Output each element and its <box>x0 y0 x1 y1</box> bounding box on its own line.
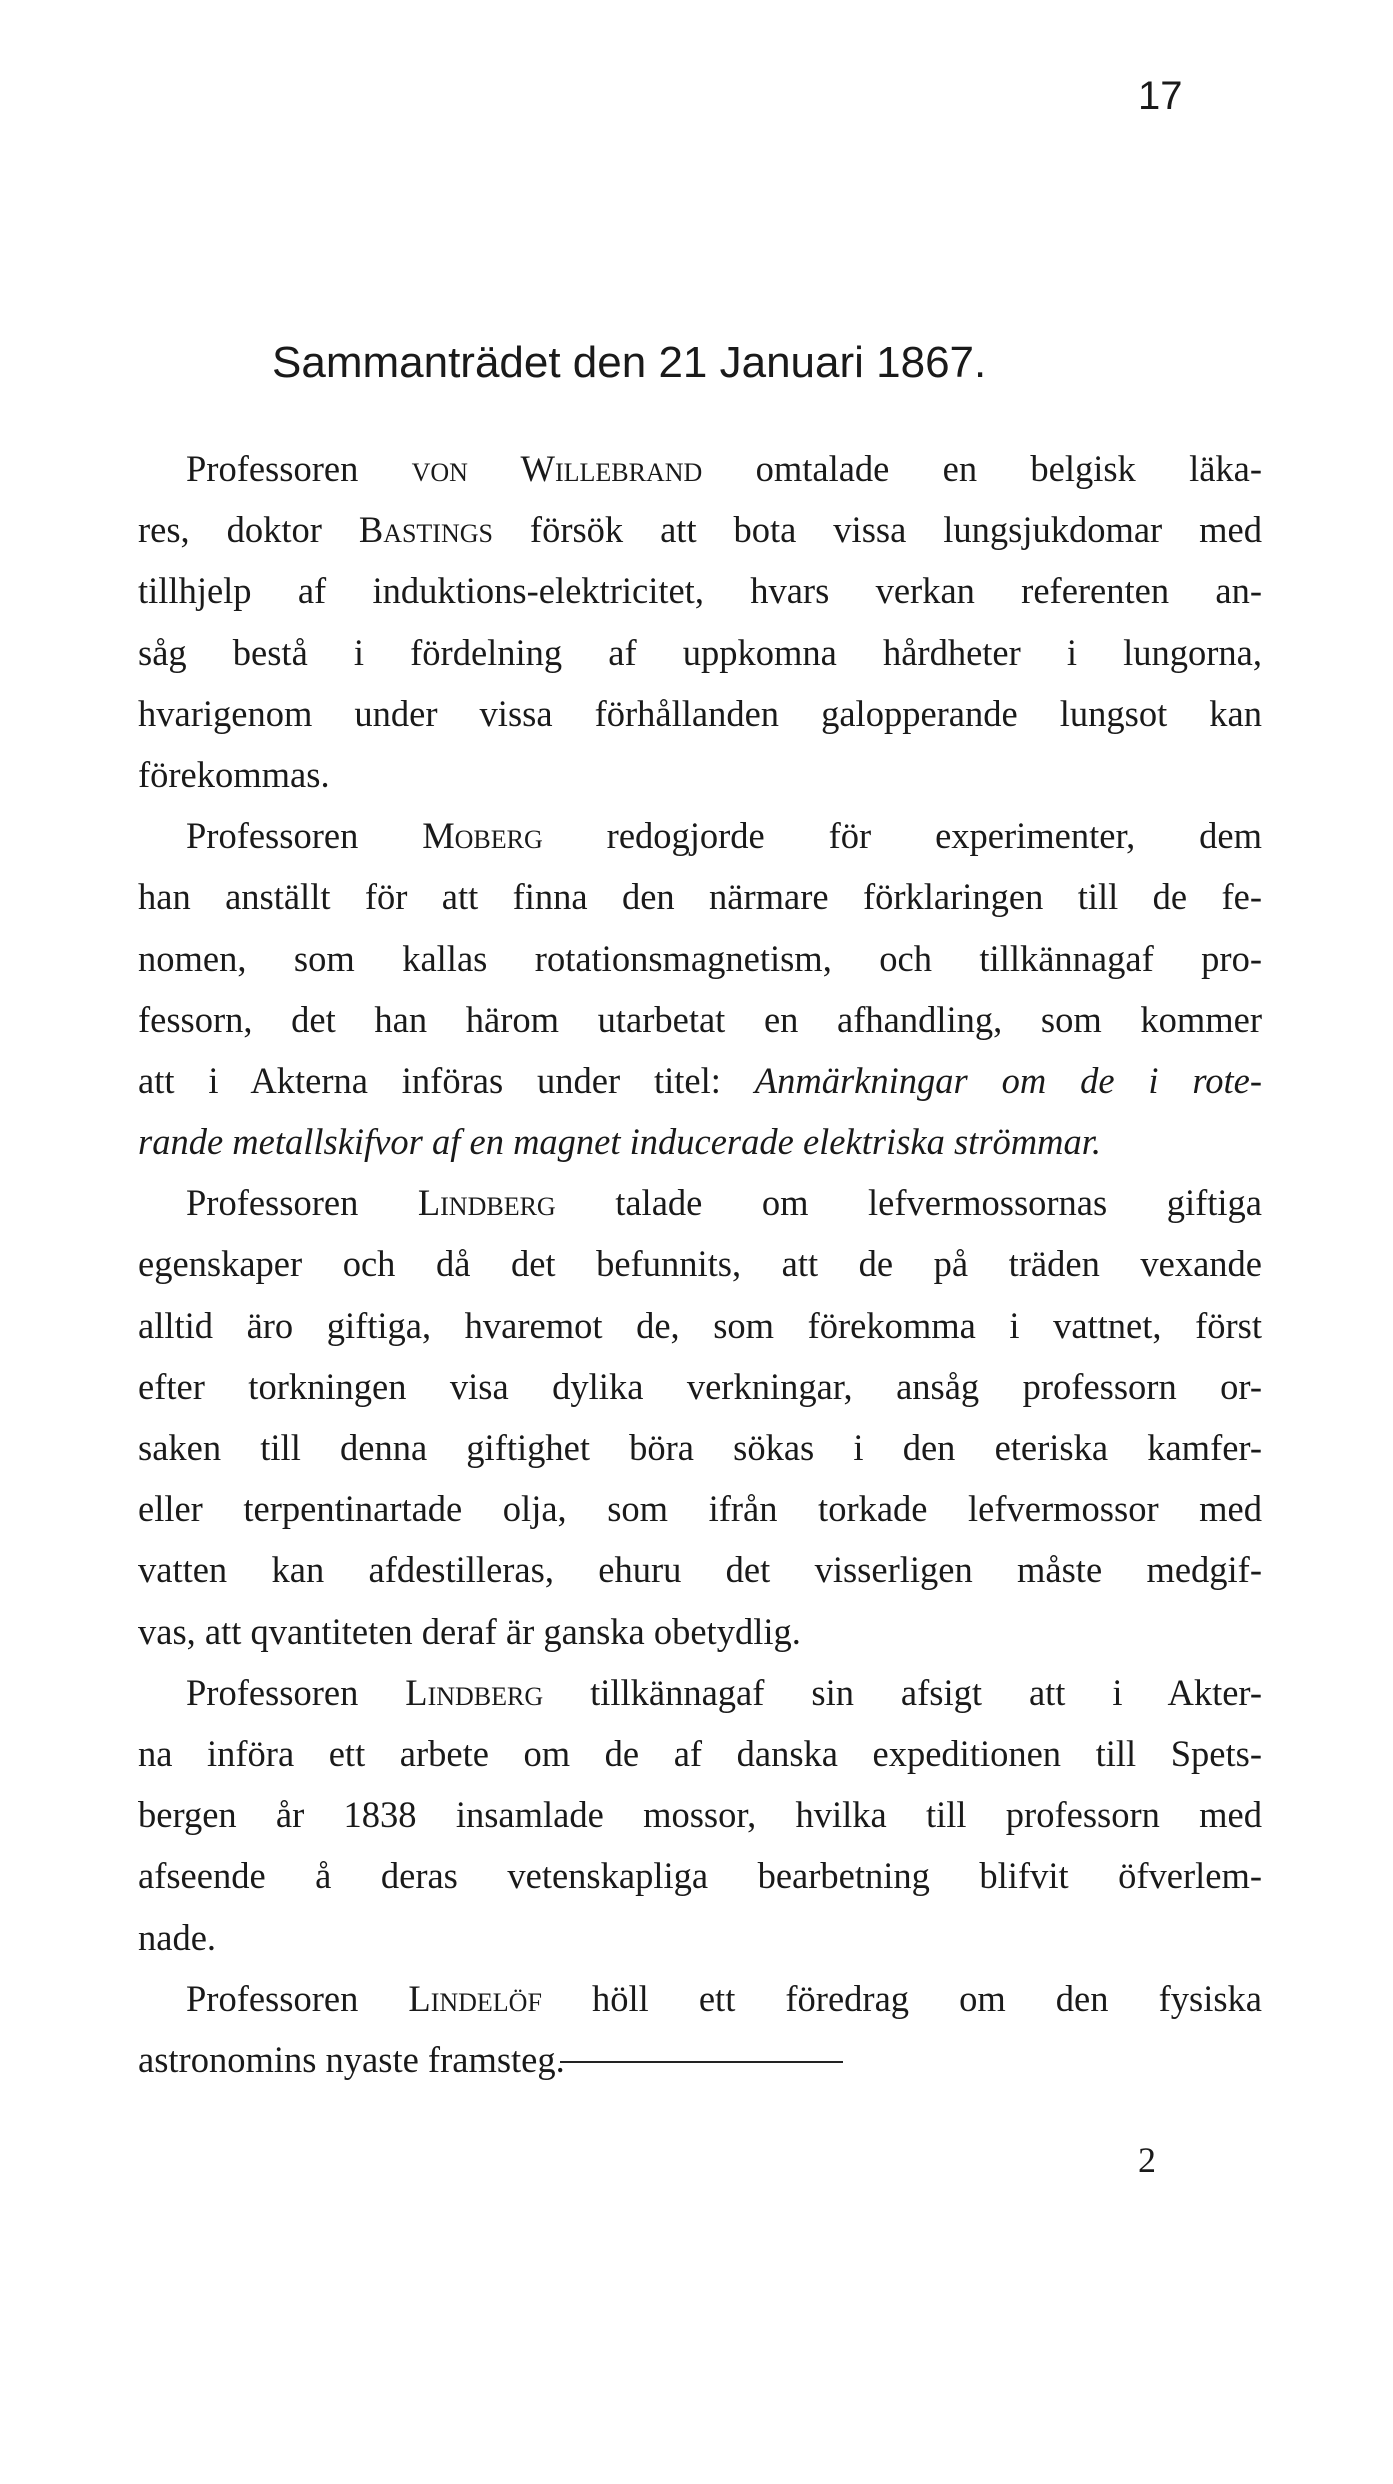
text-run: astronomins nyaste framsteg. <box>138 2038 565 2080</box>
text-line <box>138 1233 1262 1294</box>
text-line <box>138 1907 1262 1968</box>
text-line <box>138 1295 1262 1356</box>
text-run: res, doktor <box>138 509 359 551</box>
text-run: Professoren <box>186 815 423 857</box>
text-line <box>138 1417 1262 1478</box>
text-line <box>138 1172 1262 1233</box>
text-line <box>138 805 1262 866</box>
text-line <box>138 866 1262 927</box>
text-run: vatten kan afdestilleras, ehuru det visserligen måste medgif- <box>138 1549 1262 1591</box>
text-line <box>138 1968 1262 2029</box>
text-line <box>138 683 1262 744</box>
text-run: alltid äro giftiga, hvaremot de, som förekomma i vattnet, först <box>138 1304 1262 1346</box>
text-run: såg bestå i fördelning af uppkomna hårdheter i lungorna, <box>138 631 1262 673</box>
text-line <box>138 1784 1262 1845</box>
text-run: Professoren <box>186 1671 406 1713</box>
person-name: Lindelöf <box>408 1977 542 2019</box>
text-line <box>138 1050 1262 1111</box>
text-line <box>138 499 1262 560</box>
text-line <box>138 744 1262 805</box>
text-run: efter torkningen visa dylika verkningar, ansåg professorn or- <box>138 1365 1262 1407</box>
text-run: saken till denna giftighet böra sökas i den eteriska kamfer- <box>138 1427 1262 1468</box>
text-line <box>138 1662 1262 1723</box>
signature-mark: 2 <box>1138 2140 1156 2180</box>
italic-title: Anmärkningar om de i rote- <box>754 1059 1263 1101</box>
text-run: bergen år 1838 insamlade mossor, hvilka till professorn med <box>138 1794 1262 1836</box>
text-run: afseende å deras vetenskapliga bearbetning blifvit öfverlem- <box>138 1855 1262 1897</box>
text-line <box>138 1539 1262 1600</box>
text-run: hvarigenom under vissa förhållanden galopperande lungsot kan <box>138 692 1262 734</box>
text-run: eller terpentinartade olja, som ifrån torkade lefvermossor med <box>138 1488 1262 1530</box>
page-number: 17 <box>1138 74 1183 118</box>
page-title: Sammanträdet den 21 Januari 1867. <box>272 338 987 387</box>
text-run: vas, att qvantiteten deraf är ganska obetydlig. <box>138 1610 801 1652</box>
text-run: höll ett föredrag om den fysiska <box>541 1977 1262 2019</box>
divider-rule <box>560 2061 843 2063</box>
text-run: nomen, som kallas rotationsmagnetism, och tillkännagaf pro- <box>138 937 1262 979</box>
text-line <box>138 1723 1262 1784</box>
person-name: Lindberg <box>405 1671 544 1713</box>
text-run: na införa ett arbete om de af danska expeditionen till Spets- <box>138 1732 1262 1774</box>
text-line <box>138 438 1262 499</box>
text-run: fessorn, det han härom utarbetat en afhandling, som kommer <box>138 998 1262 1040</box>
italic-title: rande metallskifvor af en magnet inducerade elektriska strömmar. <box>138 1121 1102 1163</box>
text-line <box>138 1478 1262 1539</box>
person-name: Lindberg <box>417 1182 556 1224</box>
text-run: egenskaper och då det befunnits, att de på träden vexande <box>138 1243 1262 1285</box>
text-line <box>138 622 1262 683</box>
text-line <box>138 1356 1262 1417</box>
text-run: förekommas. <box>138 753 330 795</box>
text-run: Professoren <box>186 1182 418 1224</box>
person-name: Bastings <box>358 509 493 551</box>
text-line <box>138 989 1262 1050</box>
text-run: talade om lefvermossornas giftiga <box>555 1182 1263 1224</box>
text-run: redogjorde för experimenter, dem <box>542 815 1262 857</box>
text-run: nade. <box>138 1916 217 1958</box>
text-line <box>138 1601 1262 1662</box>
text-line <box>138 1845 1262 1906</box>
text-run: Professoren <box>186 1977 409 2019</box>
text-run: omtalade en belgisk läka- <box>702 448 1263 489</box>
text-run: han anställt för att finna den närmare förklaringen till de fe- <box>138 876 1262 918</box>
person-name: Moberg <box>422 815 543 857</box>
text-run: Professoren <box>186 448 412 489</box>
text-line <box>138 1111 1262 1172</box>
text-run: att i Akterna införas under titel: <box>138 1059 755 1101</box>
text-line <box>138 560 1262 621</box>
text-run: tillhjelp af induktions-elektricitet, hvars verkan referenten an- <box>138 570 1262 612</box>
text-line <box>138 2029 1262 2090</box>
text-run: försök att bota vissa lungsjukdomar med <box>492 509 1262 551</box>
text-line <box>138 928 1262 989</box>
body-text <box>138 438 1262 2090</box>
person-name: von Willebrand <box>411 448 703 489</box>
text-run: tillkännagaf sin afsigt att i Akter- <box>543 1671 1262 1713</box>
